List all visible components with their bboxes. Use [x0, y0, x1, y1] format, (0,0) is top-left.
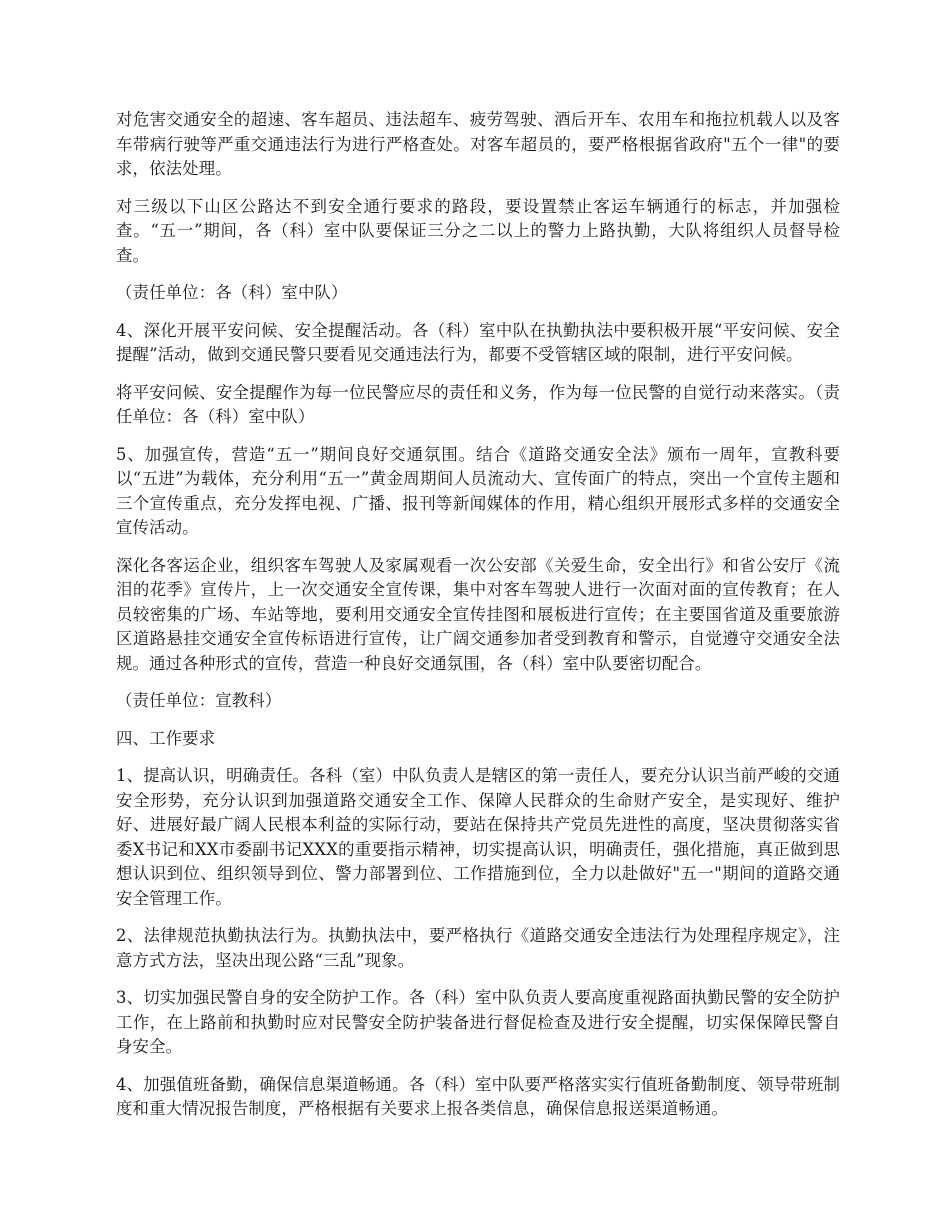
paragraph-item-4-safety-greeting: 4、深化开展平安问候、安全提醒活动。各（科）室中队在执勤执法中要积极开展“平安问候、安全提醒”活动，做到交通民警只要看见交通违法行为，都要不受管辖区域的限制，进行平安问候。 [116, 320, 840, 364]
paragraph-requirement-1: 1、提高认识，明确责任。各科（室）中队负责人是辖区的第一责任人，要充分认识当前严峻的交通安全形势，充分认识到加强道路交通安全工作、保障人民群众的生命财产安全，是实现好、维护好、进展好最广阔人民根本利益的实际行动，要站在保持共产党员先进性的高度，坚决贯彻落实省委X书记和XX市委副书记XXX的重要指示精神，切实提高认识，明确责任，强化措施，真正做到思想认识到位、组织领导到位、警力部署到位、工作措施到位，全力以赴做好"五一"期间的道路交通安全管理工作。 [116, 766, 840, 908]
paragraph-requirement-3: 3、切实加强民警自身的安全防护工作。各（科）室中队负责人要高度重视路面执勤民警的安全防护工作，在上路前和执勤时应对民警安全防护装备进行督促检查及进行安全提醒，切实保保障民警自身安全。 [116, 988, 840, 1056]
paragraph-requirement-2: 2、法律规范执勤执法行为。执勤执法中，要严格执行《道路交通安全违法行为处理程序规定》，注意方式方法，坚决出现公路“三乱”现象。 [116, 926, 840, 970]
paragraph-publicity-details: 深化各客运企业，组织客车驾驶人及家属观看一次公安部《关爱生命，安全出行》和省公安厅《流泪的花季》宣传片，上一次交通安全宣传课，集中对客车驾驶人进行一次面对面的宣传教育；在人员较密集的广场、车站等地，要利用交通安全宣传挂图和展板进行宣传；在主要国省道及重要旅游区道路悬挂交通安全宣传标语进行宣传，让广阔交通参加者受到教育和警示，自觉遵守交通安全法规。通过各种形式的宣传，营造一种良好交通氛围，各（科）室中队要密切配合。 [116, 555, 840, 673]
paragraph-mountain-roads: 对三级以下山区公路达不到安全通行要求的路段，要设置禁止客运车辆通行的标志，并加强检查。“五一”期间，各（科）室中队要保证三分之二以上的警力上路执勤，大队将组织人员督导检查。 [116, 196, 840, 265]
paragraph-speeding-enforcement: 对危害交通安全的超速、客车超员、违法超车、疲劳驾驶、酒后开车、农用车和拖拉机载人以及客车带病行驶等严重交通违法行为进行严格查处。对客车超员的，要严格根据省政府"五个一律"的要求，依法处理。 [116, 110, 840, 178]
paragraph-responsibility-units-1: （责任单位：各（科）室中队） [116, 283, 348, 302]
paragraph-responsibility-education: （责任单位：宣教科） [116, 691, 282, 710]
section-heading-work-requirements: 四、工作要求 [116, 728, 216, 748]
paragraph-greeting-duty: 将平安问候、安全提醒作为每一位民警应尽的责任和义务，作为每一位民警的自觉行动来落实。（责任单位：各（科）室中队） [116, 382, 840, 426]
document-page [116, 108, 840, 1135]
paragraph-requirement-4: 4、加强值班备勤，确保信息渠道畅通。各（科）室中队要严格落实实行值班备勤制度、领导带班制度和重大情况报告制度，严格根据有关要求上报各类信息，确保信息报送渠道畅通。 [116, 1074, 840, 1118]
paragraph-item-5-publicity: 5、加强宣传，营造“五一”期间良好交通氛围。结合《道路交通安全法》颁布一周年，宣教科要以“五进”为载体，充分利用“五一”黄金周期间人员流动大、宣传面广的特点，突出一个宣传主题和三个宣传重点，充分发挥电视、广播、报刊等新闻媒体的作用，精心组织开展形式多样的交通安全宣传活动。 [116, 444, 840, 537]
